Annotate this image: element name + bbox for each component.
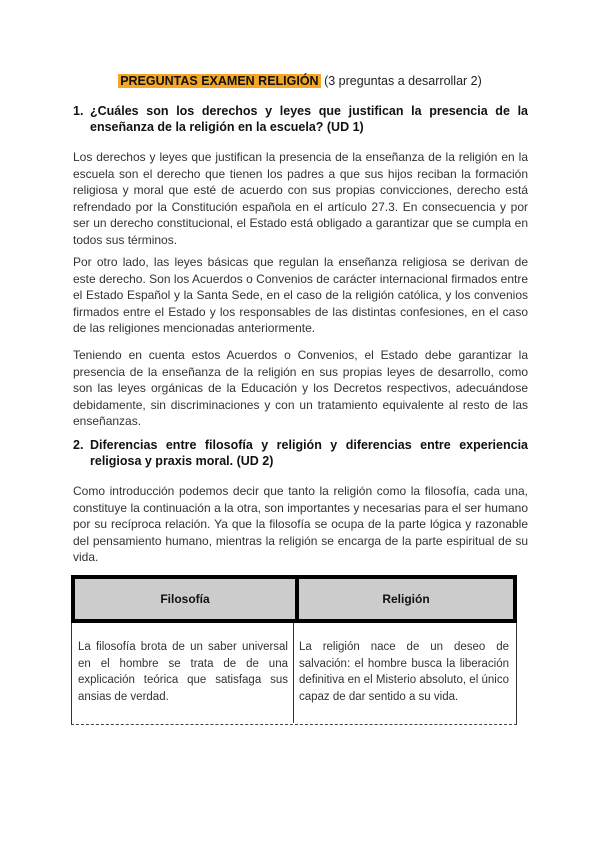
table-header-row xyxy=(71,575,517,623)
question-2-paragraph-1: Como introducción podemos decir que tanto la religión como la filosofía, cada una, constituye la continuación a la otra, son importantes y necesarias para el ser humano por su recíproca relación. Ya que la filosofía se ocupa de la parte lógica y razonable del pensamiento humano, mientras la religión se encarga de la parte espiritual de su vida. xyxy=(73,484,528,564)
table-column-divider xyxy=(293,623,294,723)
question-1-paragraph-2: Por otro lado, las leyes básicas que regulan la enseñanza religiosa se derivan de este derecho. Son los Acuerdos o Convenios de carácter internacional firmados entre el Estado Español y la Santa Sede, en el caso de la religión católica, y los convenios firmados entre el Estado y los responsables de las distintas confesiones, en el caso de las religiones mencionadas anteriormente. xyxy=(73,255,528,335)
question-2-heading xyxy=(73,437,528,469)
table-header-filosofia: Filosofía xyxy=(160,592,210,606)
document-title xyxy=(0,73,600,89)
comparison-table xyxy=(71,575,517,725)
question-1-heading xyxy=(73,103,528,135)
question-2-number: 2. xyxy=(73,438,84,452)
question-1-number: 1. xyxy=(73,104,84,118)
question-1-text: ¿Cuáles son los derechos y leyes que justifican la presencia de la enseñanza de la religión en la escuela? (UD 1) xyxy=(90,104,528,134)
question-1-paragraph-1: Los derechos y leyes que justifican la presencia de la enseñanza de la religión en la escuela son el derecho que tienen los padres a que sus hijos reciban la formación religiosa y moral que esté de acuerdo con sus propias convicciones, derecho está refrendado por la Constitución española en el artículo 27.3. En consecuencia y por ser un derecho constitucional, el Estado está obligado a garantizar que se cumpla en todos sus términos. xyxy=(73,150,528,247)
table-header-religion: Religión xyxy=(382,592,430,606)
table-row xyxy=(71,623,517,725)
question-1-paragraph-3: Teniendo en cuenta estos Acuerdos o Convenios, el Estado debe garantizar la presencia de la enseñanza de la religión en sus propias leyes de desarrollo, como son las leyes orgánicas de la Educación y los Decretos respectivos, adecuándose debidamente, sin discriminaciones y con un tratamiento equivalente al resto de las enseñanzas. xyxy=(73,348,528,428)
title-subtitle: (3 preguntas a desarrollar 2) xyxy=(320,74,482,88)
table-cell-filosofia: La filosofía brota de un saber universal en el hombre se trata de de una explicación teórica que satisfaga sus ansias de verdad. xyxy=(78,641,288,703)
question-2-text: Diferencias entre filosofía y religión y diferencias entre experiencia religiosa y praxis moral. (UD 2) xyxy=(90,438,528,468)
table-cell-religion: La religión nace de un deseo de salvación: el hombre busca la liberación definitiva en el Misterio absoluto, el único capaz de dar sentido a su vida. xyxy=(299,641,509,703)
title-highlighted: PREGUNTAS EXAMEN RELIGIÓN xyxy=(120,74,319,88)
